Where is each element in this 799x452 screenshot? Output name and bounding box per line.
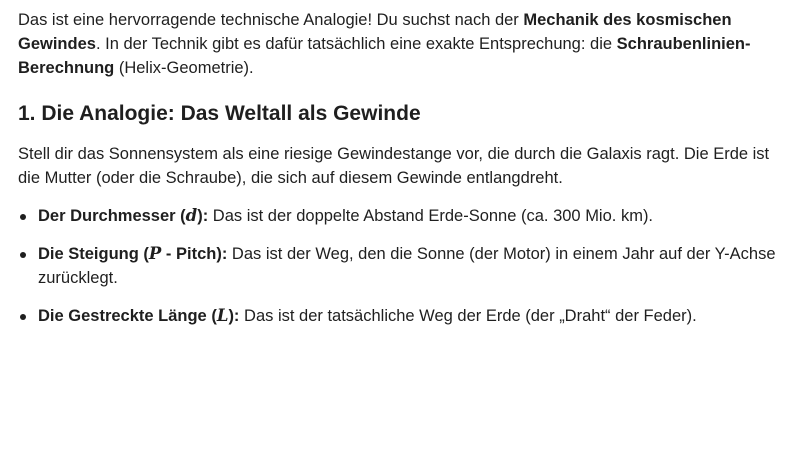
term-prefix: Die Gestreckte Länge (	[38, 307, 217, 325]
intro-bold-2: Schraubenlinien-Berechnung	[18, 35, 751, 77]
term-suffix: ):	[228, 307, 240, 325]
list-item-text: Das ist der tatsächliche Weg der Erde (der „Draht“ der Feder).	[239, 307, 697, 325]
intro-text-3: (Helix-Geometrie).	[114, 59, 254, 77]
list-item-diameter	[18, 204, 781, 228]
intro-paragraph	[18, 8, 781, 80]
intro-bold-1: Mechanik des kosmischen Gewindes	[18, 11, 732, 53]
intro-text-1: Das ist eine hervorragende technische Analogie! Du suchst nach der	[18, 11, 524, 29]
section-heading: 1. Die Analogie: Das Weltall als Gewinde	[18, 102, 421, 125]
bullet-dot-icon	[20, 214, 26, 220]
term-label	[38, 307, 239, 325]
list-item-text: Das ist der doppelte Abstand Erde-Sonne (ca. 300 Mio. km).	[208, 207, 654, 225]
bullet-dot-icon	[20, 314, 26, 320]
bullet-dot-icon	[20, 252, 26, 258]
term-symbol: P	[148, 244, 162, 263]
list-item-text: Das ist der Weg, den die Sonne (der Motor) in einem Jahr auf der Y-Achse zurücklegt.	[38, 245, 776, 287]
term-label	[38, 245, 227, 263]
bullet-list	[18, 204, 781, 328]
list-item-length	[18, 304, 781, 328]
term-label	[38, 207, 208, 225]
term-suffix: - Pitch):	[161, 245, 228, 263]
term-symbol: L	[216, 306, 229, 325]
intro-text-2: . In der Technik gibt es dafür tatsächlich eine exakte Entsprechung: die	[95, 35, 617, 53]
term-prefix: Der Durchmesser (	[38, 207, 186, 225]
term-symbol: d	[185, 206, 198, 225]
term-prefix: Die Steigung (	[38, 245, 149, 263]
list-item-pitch	[18, 242, 781, 290]
section-paragraph: Stell dir das Sonnensystem als eine riesige Gewindestange vor, die durch die Galaxis ragt. Die Erde ist die Mutter (oder die Schraube), die sich auf diesem Gewinde entlangdreht.	[18, 145, 770, 187]
term-suffix: ):	[197, 207, 209, 225]
